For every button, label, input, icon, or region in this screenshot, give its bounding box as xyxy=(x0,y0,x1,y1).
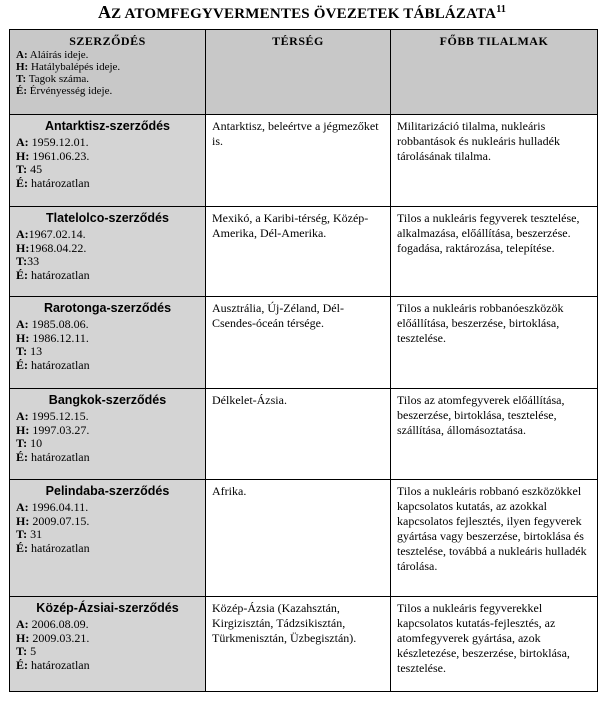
treaty-cell xyxy=(10,597,206,692)
treaty-name: Bangkok-szerződés xyxy=(48,393,167,407)
header-treaty xyxy=(10,30,206,115)
region-cell: Ausztrália, Új-Zéland, Dél-Csendes-óceán térsége. xyxy=(206,297,391,389)
bans-cell: Tilos a nukleáris robbanóeszközök előállítása, beszerzése, birtoklása, tesztelése. xyxy=(391,297,598,389)
treaty-cell xyxy=(10,207,206,297)
table-row xyxy=(10,597,598,692)
bans-cell: Tilos a nukleáris robbanó eszközökkel kapcsolatos kutatás, az azokkal kapcsolatos fejlesztés, ilyen fegyverek gyártása vagy beszerzése, birtoklása és tesztelése, továbbá a nukleáris hulladék tárolása. xyxy=(391,480,598,597)
bans-cell: Tilos a nukleáris fegyverekkel kapcsolatos kutatás-fejlesztés, az atomfegyverek gyártása, azok készletezése, beszerzése, birtoklása, tesztelése. xyxy=(391,597,598,692)
signing-date: A: 2006.08.09. xyxy=(16,617,89,631)
header-region: TÉRSÉG xyxy=(206,30,391,115)
validity: É: határozatlan xyxy=(16,175,90,190)
signing-date: A: 1995.12.15. xyxy=(16,409,89,423)
table-header-row xyxy=(10,30,598,115)
entry-into-force-date: H:1968.04.22. xyxy=(16,240,87,255)
treaty-cell xyxy=(10,297,206,389)
validity: É: határozatlan xyxy=(16,357,90,372)
title-initial: A xyxy=(97,2,112,22)
treaty-name: Rarotonga-szerződés xyxy=(43,301,172,315)
entry-into-force-date: H: 2009.07.15. xyxy=(16,513,90,528)
member-count: T:33 xyxy=(16,254,40,268)
validity: É: határozatlan xyxy=(16,267,90,282)
treaty-cell xyxy=(10,115,206,207)
signing-date: A: 1985.08.06. xyxy=(16,317,89,331)
member-count: T: 5 xyxy=(16,644,37,658)
table-row xyxy=(10,115,598,207)
member-count: T: 13 xyxy=(16,344,43,358)
bans-cell: Tilos az atomfegyverek előállítása, beszerzése, birtoklása, tesztelése, szállítása, állomásoztatása. xyxy=(391,389,598,480)
treaty-name: Tlatelolco-szerződés xyxy=(46,211,169,225)
header-treaty-title: SZERZŐDÉS xyxy=(69,34,146,48)
signing-date: A: 1959.12.01. xyxy=(16,135,89,149)
validity: É: határozatlan xyxy=(16,540,90,555)
bans-cell: Tilos a nukleáris fegyverek tesztelése, alkalmazása, előállítása, beszerzése. fogadása, raktározása, telepítése. xyxy=(391,207,598,297)
page-title xyxy=(0,2,604,23)
table-row xyxy=(10,389,598,480)
entry-into-force-date: H: 1961.06.23. xyxy=(16,148,90,163)
entry-into-force-date: H: 2009.03.21. xyxy=(16,630,90,645)
region-cell: Antarktisz, beleértve a jégmezőket is. xyxy=(206,115,391,207)
region-cell: Mexikó, a Karibi-térség, Közép-Amerika, Dél-Amerika. xyxy=(206,207,391,297)
bans-cell: Militarizáció tilalma, nukleáris robbantások és nukleáris hulladék tárolásának tilalma. xyxy=(391,115,598,207)
legend xyxy=(16,49,199,97)
region-cell: Délkelet-Ázsia. xyxy=(206,389,391,480)
validity: É: határozatlan xyxy=(16,657,90,672)
signing-date: A: 1996.04.11. xyxy=(16,500,89,514)
header-bans: FŐBB TILALMAK xyxy=(391,30,598,115)
region-cell: Afrika. xyxy=(206,480,391,597)
legend-item: H: Hatálybalépés ideje. xyxy=(16,61,121,73)
footnote-marker: 11 xyxy=(496,4,507,15)
region-cell: Közép-Ázsia (Kazahsztán, Kirgizisztán, Tádzsikisztán, Türkmenisztán, Üzbegisztán). xyxy=(206,597,391,692)
member-count: T: 45 xyxy=(16,162,43,176)
nuclear-free-zones-table xyxy=(9,29,598,692)
treaty-cell xyxy=(10,480,206,597)
entry-into-force-date: H: 1997.03.27. xyxy=(16,422,90,437)
legend-item: É: Érvényesség ideje. xyxy=(16,85,113,97)
legend-item: A: Aláírás ideje. xyxy=(16,49,89,61)
treaty-name: Közép-Ázsiai-szerződés xyxy=(36,601,179,615)
member-count: T: 10 xyxy=(16,436,43,450)
member-count: T: 31 xyxy=(16,527,43,541)
validity: É: határozatlan xyxy=(16,449,90,464)
title-text: Z ATOMFEGYVERMENTES ÖVEZETEK TÁBLÁZATA xyxy=(111,6,497,22)
treaty-name: Pelindaba-szerződés xyxy=(45,484,170,498)
table-row xyxy=(10,297,598,389)
treaty-cell xyxy=(10,389,206,480)
signing-date: A:1967.02.14. xyxy=(16,227,86,241)
table-row xyxy=(10,480,598,597)
entry-into-force-date: H: 1986.12.11. xyxy=(16,330,89,345)
legend-item: T: Tagok száma. xyxy=(16,73,90,85)
table-row xyxy=(10,207,598,297)
treaty-name: Antarktisz-szerződés xyxy=(44,119,171,133)
